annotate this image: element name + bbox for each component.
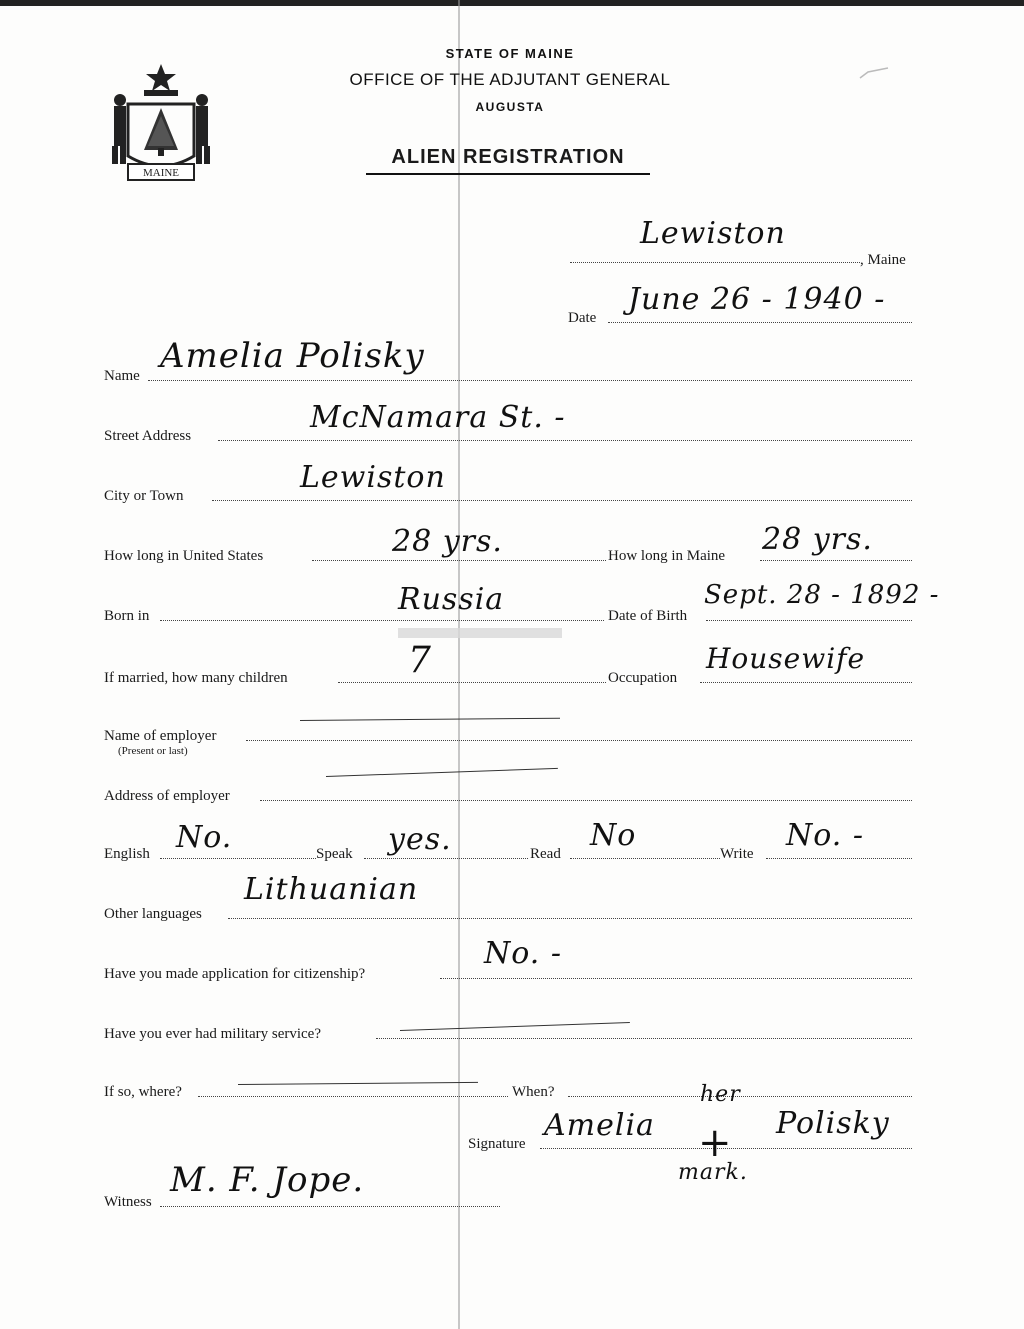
scan-top-border bbox=[0, 0, 1024, 6]
street-line bbox=[218, 440, 912, 441]
children-label: If married, how many children bbox=[104, 670, 288, 686]
place-entry: Lewiston bbox=[640, 216, 786, 251]
header-city: AUGUSTA bbox=[475, 100, 545, 114]
how-long-maine-entry: 28 yrs. bbox=[762, 522, 873, 557]
how-long-maine-label: How long in Maine bbox=[608, 548, 726, 564]
military-label: Have you ever had military service? bbox=[104, 1026, 321, 1042]
how-long-maine-line bbox=[760, 560, 912, 561]
employer-label: Name of employer bbox=[104, 728, 217, 744]
dob-entry: Sept. 28 - 1892 - bbox=[704, 580, 940, 610]
place-suffix-label: , Maine bbox=[860, 252, 906, 268]
write-line bbox=[766, 858, 912, 859]
witness-label: Witness bbox=[104, 1194, 152, 1210]
how-long-us-label: How long in United States bbox=[104, 548, 264, 564]
born-in-entry: Russia bbox=[398, 582, 505, 617]
read-entry: No bbox=[590, 818, 637, 853]
read-label: Read bbox=[530, 846, 561, 862]
witness-line bbox=[160, 1206, 500, 1207]
city-label: City or Town bbox=[104, 488, 184, 504]
street-entry: McNamara St. - bbox=[310, 400, 566, 435]
employer-address-label: Address of employer bbox=[104, 788, 230, 804]
how-long-us-line bbox=[312, 560, 606, 561]
english-label: English bbox=[104, 846, 150, 862]
signature-mark-word: mark. bbox=[678, 1160, 748, 1185]
employer-sublabel: (Present or last) bbox=[118, 745, 188, 757]
where-dash bbox=[238, 1082, 478, 1085]
citizenship-line bbox=[440, 978, 912, 979]
erasure-smudge bbox=[398, 628, 562, 638]
header-office: OFFICE OF THE ADJUTANT GENERAL bbox=[349, 70, 671, 89]
speak-entry: yes. bbox=[388, 822, 452, 857]
how-long-us-entry: 28 yrs. bbox=[392, 524, 503, 559]
city-entry: Lewiston bbox=[300, 460, 446, 495]
other-lang-entry: Lithuanian bbox=[244, 872, 419, 907]
place-line bbox=[570, 262, 860, 263]
name-line bbox=[148, 380, 912, 381]
employer-dash bbox=[300, 718, 560, 721]
speak-line bbox=[364, 858, 528, 859]
employer-line bbox=[246, 740, 912, 741]
city-line bbox=[212, 500, 912, 501]
title-underline bbox=[366, 173, 650, 175]
seal-motto: MAINE bbox=[142, 167, 180, 179]
citizenship-entry: No. - bbox=[484, 936, 562, 971]
check-mark-icon bbox=[858, 66, 890, 80]
signature-mark: + bbox=[698, 1120, 733, 1166]
born-in-label: Born in bbox=[104, 608, 150, 624]
employer-address-dash bbox=[326, 768, 558, 777]
employer-address-line bbox=[260, 800, 912, 801]
signature-last-name: Polisky bbox=[776, 1106, 890, 1141]
name-label: Name bbox=[104, 368, 140, 384]
date-label: Date bbox=[568, 310, 597, 326]
fold-line bbox=[458, 0, 460, 1329]
where-label: If so, where? bbox=[104, 1084, 182, 1100]
other-lang-label: Other languages bbox=[104, 906, 202, 922]
where-line bbox=[198, 1096, 508, 1097]
witness-entry: M. F. Jope. bbox=[170, 1160, 365, 1200]
write-entry: No. - bbox=[786, 818, 864, 853]
date-entry: June 26 - 1940 - bbox=[628, 282, 886, 317]
read-line bbox=[570, 858, 720, 859]
street-label: Street Address bbox=[104, 428, 192, 444]
when-label: When? bbox=[512, 1084, 555, 1100]
children-entry: 7 bbox=[408, 640, 432, 681]
speak-label: Speak bbox=[316, 846, 353, 862]
english-line bbox=[160, 858, 316, 859]
dob-label: Date of Birth bbox=[608, 608, 688, 624]
signature-her: her bbox=[700, 1082, 741, 1107]
occupation-entry: Housewife bbox=[706, 642, 866, 675]
header-state: STATE OF MAINE bbox=[445, 46, 575, 61]
signature-first-name: Amelia bbox=[544, 1108, 655, 1143]
signature-label: Signature bbox=[468, 1136, 526, 1152]
dob-line bbox=[706, 620, 912, 621]
born-in-line bbox=[160, 620, 604, 621]
occupation-label: Occupation bbox=[608, 670, 678, 686]
date-line bbox=[608, 322, 912, 323]
citizenship-label: Have you made application for citizenship? bbox=[104, 966, 366, 982]
children-line bbox=[338, 682, 606, 683]
english-entry: No. bbox=[176, 820, 233, 855]
other-lang-line bbox=[228, 918, 912, 919]
state-seal-icon bbox=[106, 60, 216, 184]
write-label: Write bbox=[720, 846, 754, 862]
form-title: ALIEN REGISTRATION bbox=[391, 146, 625, 168]
military-dash bbox=[400, 1022, 630, 1031]
name-entry: Amelia Polisky bbox=[160, 336, 425, 376]
occupation-line bbox=[700, 682, 912, 683]
military-line bbox=[376, 1038, 912, 1039]
